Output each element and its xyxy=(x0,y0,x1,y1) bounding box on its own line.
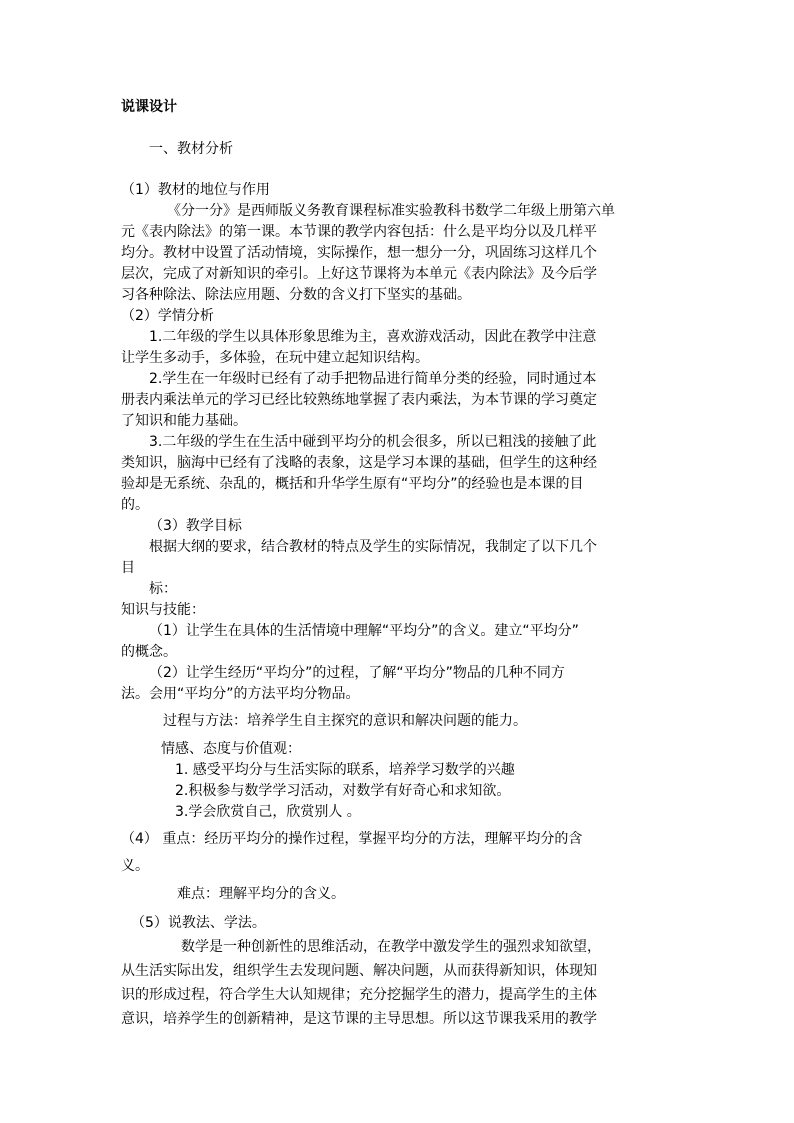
paragraph-line: 的概念。 xyxy=(121,644,177,660)
paragraph-line: 义。 xyxy=(121,858,149,874)
document-title: 说课设计 xyxy=(121,99,177,115)
paragraph-line: 识的形成过程，符合学生大认知规律；充分挖掘学生的潜力，提高学生的主体 xyxy=(121,987,597,1003)
paragraph-line: 习各种除法、除法应用题、分数的含义打下坚实的基础。 xyxy=(121,287,471,303)
subsection-heading: 知识与技能： xyxy=(121,602,205,618)
paragraph-line: 3.二年级的学生在生活中碰到平均分的机会很多，所以已粗浅的接触了此 xyxy=(149,434,597,450)
paragraph-line: 层次，完成了对新知识的牵引。上好这节课将为本单元《表内除法》及今后学 xyxy=(121,266,597,282)
paragraph-line: 2.学生在一年级时已经有了动手把物品进行简单分类的经验，同时通过本 xyxy=(149,371,597,387)
subsection-heading: （1）教材的地位与作用 xyxy=(121,182,270,198)
section-heading: 一、教材分析 xyxy=(149,141,233,157)
paragraph-line: 法。会用“平均分”的方法平均分物品。 xyxy=(121,686,360,702)
paragraph-line: 验却是无系统、杂乱的，概括和升华学生原有“平均分”的经验也是本课的目 xyxy=(121,476,584,492)
paragraph-line: 目 xyxy=(121,560,135,576)
paragraph-line: 难点：理解平均分的含义。 xyxy=(177,886,345,902)
paragraph-line: 数学是一种创新性的思维活动，在教学中激发学生的强烈求知欲望， xyxy=(181,939,601,955)
subsection-heading: （2）学情分析 xyxy=(121,308,214,324)
paragraph-line: 类知识，脑海中已经有了浅略的表象，这是学习本课的基础，但学生的这种经 xyxy=(121,455,597,471)
paragraph-line: 从生活实际出发，组织学生去发现问题、解决问题，从而获得新知识，体现知 xyxy=(121,963,597,979)
paragraph-line: 了知识和能力基础。 xyxy=(121,413,247,429)
list-item: 2.积极参与数学学习活动，对数学有好奇心和求知欲。 xyxy=(175,783,511,799)
paragraph-line: 《分一分》是西师版义务教育课程标准实验教科书数学二年级上册第六单 xyxy=(167,203,615,219)
subsection-heading: （5）说教法、学法。 xyxy=(131,915,266,931)
subsection-heading: 情感、态度与价值观： xyxy=(161,741,301,757)
paragraph-line: 的。 xyxy=(121,497,149,513)
paragraph-line: 过程与方法：培养学生自主探究的意识和解决问题的能力。 xyxy=(163,713,527,729)
paragraph-line: 让学生多动手，多体验，在玩中建立起知识结构。 xyxy=(121,350,429,366)
paragraph-line: 册表内乘法单元的学习已经比较熟练地掌握了表内乘法，为本节课的学习奠定 xyxy=(121,392,597,408)
paragraph-line: 根据大纲的要求，结合教材的特点及学生的实际情况，我制定了以下几个 xyxy=(149,539,597,555)
paragraph-line: 意识，培养学生的创新精神，是这节课的主导思想。所以这节课我采用的教学 xyxy=(121,1011,597,1027)
paragraph-line: 标： xyxy=(149,581,177,597)
paragraph-line: 元《表内除法》的第一课。本节课的教学内容包括：什么是平均分以及几样平 xyxy=(121,224,597,240)
paragraph-line: 均分。教材中设置了活动情境，实际操作，想一想分一分，巩固练习这样几个 xyxy=(121,245,597,261)
paragraph-line: （2）让学生经历“平均分”的过程，了解“平均分”物品的几种不同方 xyxy=(149,665,565,681)
subsection-heading: （3）教学目标 xyxy=(149,518,242,534)
list-item: 1. 感受平均分与生活实际的联系，培养学习数学的兴趣 xyxy=(175,762,515,778)
paragraph-line: 1.二年级的学生以具体形象思维为主，喜欢游戏活动，因此在教学中注意 xyxy=(149,329,597,345)
paragraph-line: （4） 重点：经历平均分的操作过程，掌握平均分的方法，理解平均分的含 xyxy=(121,831,583,847)
list-item: 3.学会欣赏自己，欣赏别人 。 xyxy=(175,804,361,820)
paragraph-line: （1）让学生在具体的生活情境中理解“平均分”的含义。建立“平均分” xyxy=(149,623,579,639)
